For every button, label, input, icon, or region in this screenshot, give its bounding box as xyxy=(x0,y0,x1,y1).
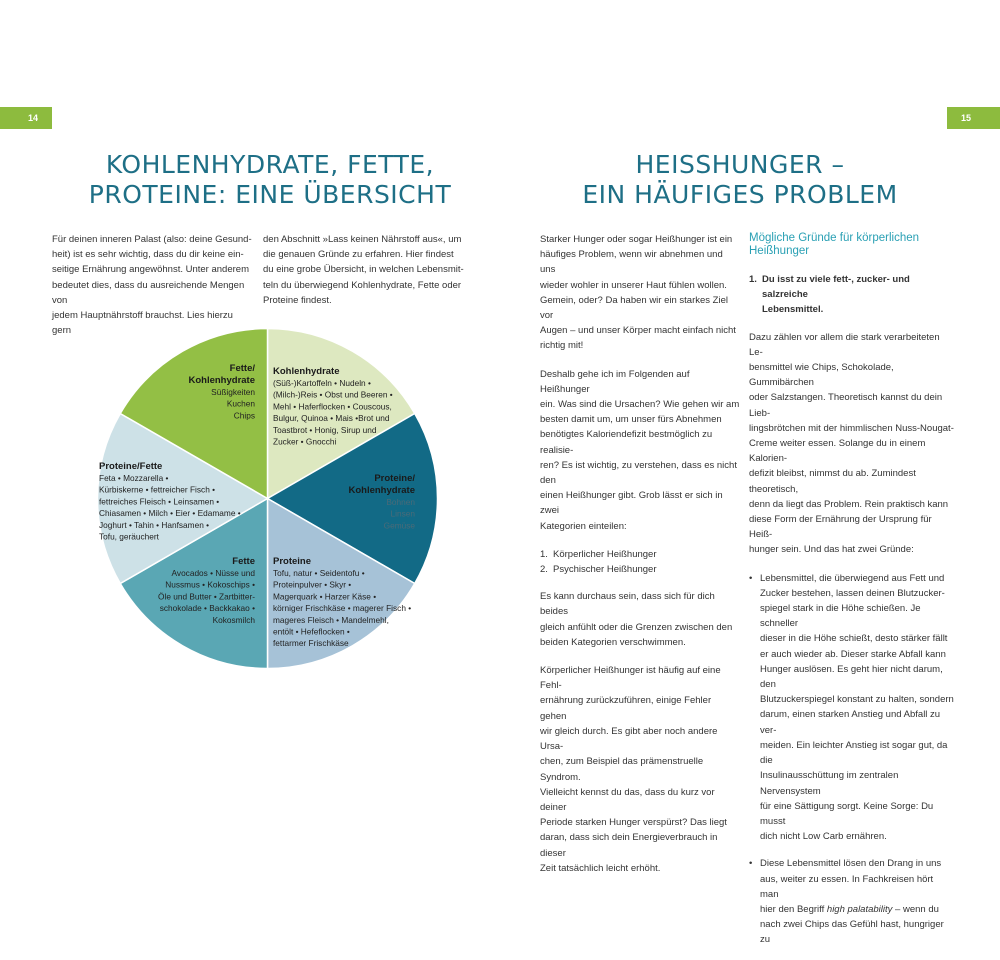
title-line: KOHLENHYDRATE, FETTE, xyxy=(105,150,435,179)
bullet-line: hier den Begriff xyxy=(760,903,827,915)
pie-slice-heading: Proteine/Fette xyxy=(99,461,163,472)
text-line: die genauen Gründe zu erfahren. Hier findest xyxy=(263,249,454,261)
text-line: spiegel stark in die Höhe schießen. Je schneller xyxy=(760,603,921,630)
list-item xyxy=(540,562,740,577)
bullet-line: aus, weiter zu essen. In Fachkreisen hört man xyxy=(760,873,934,900)
pie-slice-item: Feta • Mozzarella • xyxy=(99,473,169,483)
pie-slice-item: Avocados • Nüsse und xyxy=(171,568,255,578)
pie-slice-heading: Fette/ xyxy=(229,363,255,374)
text-line: diese Form der Ernährung der Ursprung für Heiß- xyxy=(749,514,932,541)
paragraph xyxy=(540,663,740,876)
text-line: oder Salzstangen. Theoretisch kannst du dein Lieb- xyxy=(749,392,943,419)
pie-slice-item: Magerquark • Harzer Käse • xyxy=(273,591,377,602)
text-line: hunger sein. Und das hat zwei Gründe: xyxy=(749,544,914,556)
numbered-reason xyxy=(749,272,954,318)
title-line: EIN HÄUFIGES PROBLEM xyxy=(582,180,898,209)
text-line: Vielleicht kennst du das, dass du kurz vor deiner xyxy=(540,786,715,813)
pie-slice-item: Tofu, natur • Seidentofu • xyxy=(273,568,365,578)
text-line: wir gleich durch. Es gibt aber noch andere Ursa- xyxy=(540,725,718,753)
pie-slice-item: Mehl • Haferflocken • Couscous, xyxy=(273,401,392,412)
text-line: ernährung zurückzuführen, einige Fehler gehen xyxy=(540,695,712,722)
text-line: für eine Sättigung sorgt. Keine Sorge: Du musst xyxy=(760,800,934,827)
text-line: du eine grobe Übersicht, in welchen Lebensmit- xyxy=(263,264,464,276)
page-number-right: 15 xyxy=(947,107,1000,129)
pie-slice-heading: Proteine/ xyxy=(374,473,415,484)
pie-slice-item: mageres Fleisch • Mandelmehl, xyxy=(273,614,389,625)
bullet-glyph: • xyxy=(749,858,753,870)
text-line: wieder wohler in unserer Haut fühlen wollen. xyxy=(540,279,727,291)
text-line: Zucker bestehen, lassen deinen Blutzucker- xyxy=(760,587,945,599)
category-list xyxy=(540,547,740,577)
pie-slice-item: Kuchen xyxy=(226,398,255,409)
text-line: meiden. Ein leichter Anstieg ist sogar gut, da die xyxy=(760,739,948,767)
reason-text xyxy=(762,272,954,318)
text-line: daran, dass sich dein Energieverbrauch in dieser xyxy=(540,832,718,859)
pie-slice-item: Toastbrot • Honig, Sirup und xyxy=(273,424,377,435)
text-line: besten damit um, um unser fürs Abnehmen xyxy=(540,414,722,426)
pie-slice-item: (Milch-)Reis • Obst und Beeren • xyxy=(273,389,393,400)
text-line: jedem Hauptnährstoff brauchst. Lies hierzu gern xyxy=(52,310,233,337)
page-title-left xyxy=(60,150,480,210)
pie-slice-item: Öle und Butter • Zartbitter- xyxy=(158,591,255,602)
text-line: er auch wieder ab. Dieser starke Abfall kann xyxy=(760,648,946,660)
text-line: Gemein, oder? Da haben wir ein starkes Ziel vor xyxy=(540,294,728,322)
pie-slice-item: Linsen xyxy=(390,508,415,519)
pie-slice-item: Joghurt • Tahin • Hanfsamen • xyxy=(99,519,210,530)
text-line: dieser in die Höhe schießt, desto stärker fällt xyxy=(760,633,948,645)
paragraph xyxy=(540,367,740,534)
list-text: Körperlicher Heißhunger xyxy=(553,548,657,560)
text-line: Deshalb gehe ich im Folgenden auf Heißhunger xyxy=(540,368,690,395)
page-number-left: 14 xyxy=(0,107,52,129)
text-line: bedeutet dies, dass du ausreichende Mengen von xyxy=(52,279,245,306)
paragraph xyxy=(749,330,954,558)
pie-slice-item: Gemüse xyxy=(383,520,415,531)
reason-number: 1. xyxy=(749,274,757,285)
pie-slice-item: schokolade • Backkakao • xyxy=(159,603,255,614)
bullet-line: Diese Lebensmittel lösen den Drang in uns xyxy=(760,858,942,870)
pie-slice-item: fettreiches Fleisch • Leinsamen • xyxy=(99,496,220,507)
text-line: Blutzuckerspiegel konstant zu halten, sondern xyxy=(760,694,954,706)
bullet-glyph: • xyxy=(749,572,753,584)
pie-slice-heading: Kohlenhydrate xyxy=(188,375,255,386)
nutrient-pie-chart xyxy=(95,326,440,671)
text-line: richtig mit! xyxy=(540,340,584,352)
list-item xyxy=(540,547,740,562)
pie-slice-heading: Fette xyxy=(232,556,255,567)
text-line: Körperlicher Heißhunger ist häufig auf eine Fehl- xyxy=(540,665,721,692)
pie-slice-item: körniger Frischkäse • magerer Fisch • xyxy=(273,603,412,614)
article-column-2 xyxy=(749,232,954,960)
text-line: Kategorien einteilen: xyxy=(540,520,627,532)
pie-slice-item: Süßigkeiten xyxy=(211,387,255,397)
list-text: Psychischer Heißhunger xyxy=(553,564,657,576)
pie-slice-item: Tofu, geräuchert xyxy=(99,531,159,542)
text-line: ein. Was sind die Ursachen? Wie gehen wir am xyxy=(540,399,740,411)
text-line: Creme weiter essen. Solange du in einem Kalorien- xyxy=(749,438,926,465)
pie-slice-item: Kürbiskerne • fettreicher Fisch • xyxy=(99,484,216,495)
text-line: denn da liegt das Problem. Rein praktisch kann xyxy=(749,498,949,510)
text-line: Insulinausschüttung im zentralen Nervensystem xyxy=(760,770,899,797)
pie-slice-item: Bohnen xyxy=(386,497,415,507)
text-line: Lebensmittel. xyxy=(762,304,824,316)
text-line: seitige Ernährung angewöhnst. Unter anderem xyxy=(52,264,249,276)
article-column-1 xyxy=(540,232,740,889)
text-line: benötigtes Kaloriendefizit bestmöglich zu realisie- xyxy=(540,429,713,456)
pie-slice-item: Zucker • Gnocchi xyxy=(273,436,337,447)
bullet-line: – wenn du xyxy=(892,903,939,915)
list-item xyxy=(749,856,954,947)
page-title-right xyxy=(530,150,950,210)
title-line: PROTEINE: EINE ÜBERSICHT xyxy=(88,180,452,209)
pie-slice-heading: Proteine xyxy=(273,556,312,567)
pie-slice-heading: Kohlenhydrate xyxy=(273,366,340,377)
pie-slice-item: fettarmer Frischkäse xyxy=(273,638,349,649)
section-subheading xyxy=(749,232,954,258)
text-line: ren? Es ist wichtig, zu verstehen, dass es nicht den xyxy=(540,459,737,487)
text-line: Augen – und unser Körper macht einfach nicht xyxy=(540,325,736,337)
text-line: den Abschnitt »Lass keinen Nährstoff aus«, um xyxy=(263,234,462,245)
text-line: Für deinen inneren Palast (also: deine Gesund- xyxy=(52,234,252,245)
pie-slice-item: Chips xyxy=(233,410,255,421)
text-line: Es kann durchaus sein, dass sich für dich beides xyxy=(540,591,715,618)
text-line: chen, zum Beispiel das prämenstruelle Syndrom. xyxy=(540,756,704,783)
text-line: Lebensmittel, die überwiegend aus Fett und xyxy=(760,572,945,584)
pie-slice-item: Chiasamen • Milch • Eier • Edamame • xyxy=(99,508,241,519)
pie-slice-item: Bulgur, Quinoa • Mais •Brot und xyxy=(273,413,390,424)
bullet-text xyxy=(760,571,954,845)
pie-slice-heading: Kohlenhydrate xyxy=(348,485,415,496)
text-line: einen Heißhunger gibt. Grob lässt er sich in zwei xyxy=(540,490,723,517)
title-line: HEISSHUNGER – xyxy=(635,150,845,179)
text-line: gleich anfühlt oder die Grenzen zwischen den xyxy=(540,621,733,633)
text-line: Starker Hunger oder sogar Heißhunger ist ein xyxy=(540,234,733,245)
text-line: bensmittel wie Chips, Schokolade, Gummibärchen xyxy=(749,362,894,389)
text-line: Heißhunger xyxy=(749,245,810,257)
text-line: Mögliche Gründe für körperlichen xyxy=(749,232,920,244)
bullet-text xyxy=(760,856,954,947)
intro-column-2 xyxy=(263,232,473,308)
text-line: Du isst zu viele fett-, zucker- und salzreiche xyxy=(762,274,910,301)
text-line: defizit bleibst, nimmst du ab. Zumindest theoretisch, xyxy=(749,468,916,495)
text-line: Hunger auslösen. Es geht hier nicht darum, den xyxy=(760,663,943,691)
pie-slice-item: entölt • Hefeflocken • xyxy=(273,626,350,637)
text-line: Zeit tatsächlich leicht erhöht. xyxy=(540,862,661,874)
text-line: beiden Kategorien verschwimmen. xyxy=(540,636,686,648)
text-line: Dazu zählen vor allem die stark verarbeiteten Le- xyxy=(749,331,940,358)
paragraph xyxy=(540,232,740,354)
list-number: 2. xyxy=(540,564,548,576)
bullet-line: nach zwei Chips das Gefühl hast, hungriger zu xyxy=(760,919,944,946)
list-number: 1. xyxy=(540,548,548,560)
paragraph xyxy=(540,589,740,650)
text-line: Proteine findest. xyxy=(263,294,332,306)
list-item xyxy=(749,571,954,845)
pie-slice-item: (Süß-)Kartoffeln • Nudeln • xyxy=(273,378,371,388)
intro-column-1 xyxy=(52,232,252,338)
text-line: Periode starken Hunger verspürst? Das liegt xyxy=(540,817,727,829)
pie-slice-item: Kokosmilch xyxy=(212,614,255,625)
text-line: teln du überwiegend Kohlenhydrate, Fette oder xyxy=(263,279,462,291)
pie-slice-item: Proteinpulver • Skyr • xyxy=(273,579,352,590)
reason-bullets xyxy=(749,571,954,948)
text-line: häufiges Problem, wenn wir abnehmen und uns xyxy=(540,249,723,276)
text-line: heit) ist es sehr wichtig, dass du dir keine ein- xyxy=(52,249,244,261)
pie-slice-item: Nussmus • Kokoschips • xyxy=(165,579,255,590)
text-line: lingsbrötchen mit der himmlischen Nuss-Nougat- xyxy=(749,422,954,434)
text-line: dich nicht Low Carb ernähren. xyxy=(760,831,887,843)
text-line: darum, einen starken Anstieg und Abfall zu ver- xyxy=(760,709,941,736)
term-high-palatability: high palatability xyxy=(826,903,893,915)
